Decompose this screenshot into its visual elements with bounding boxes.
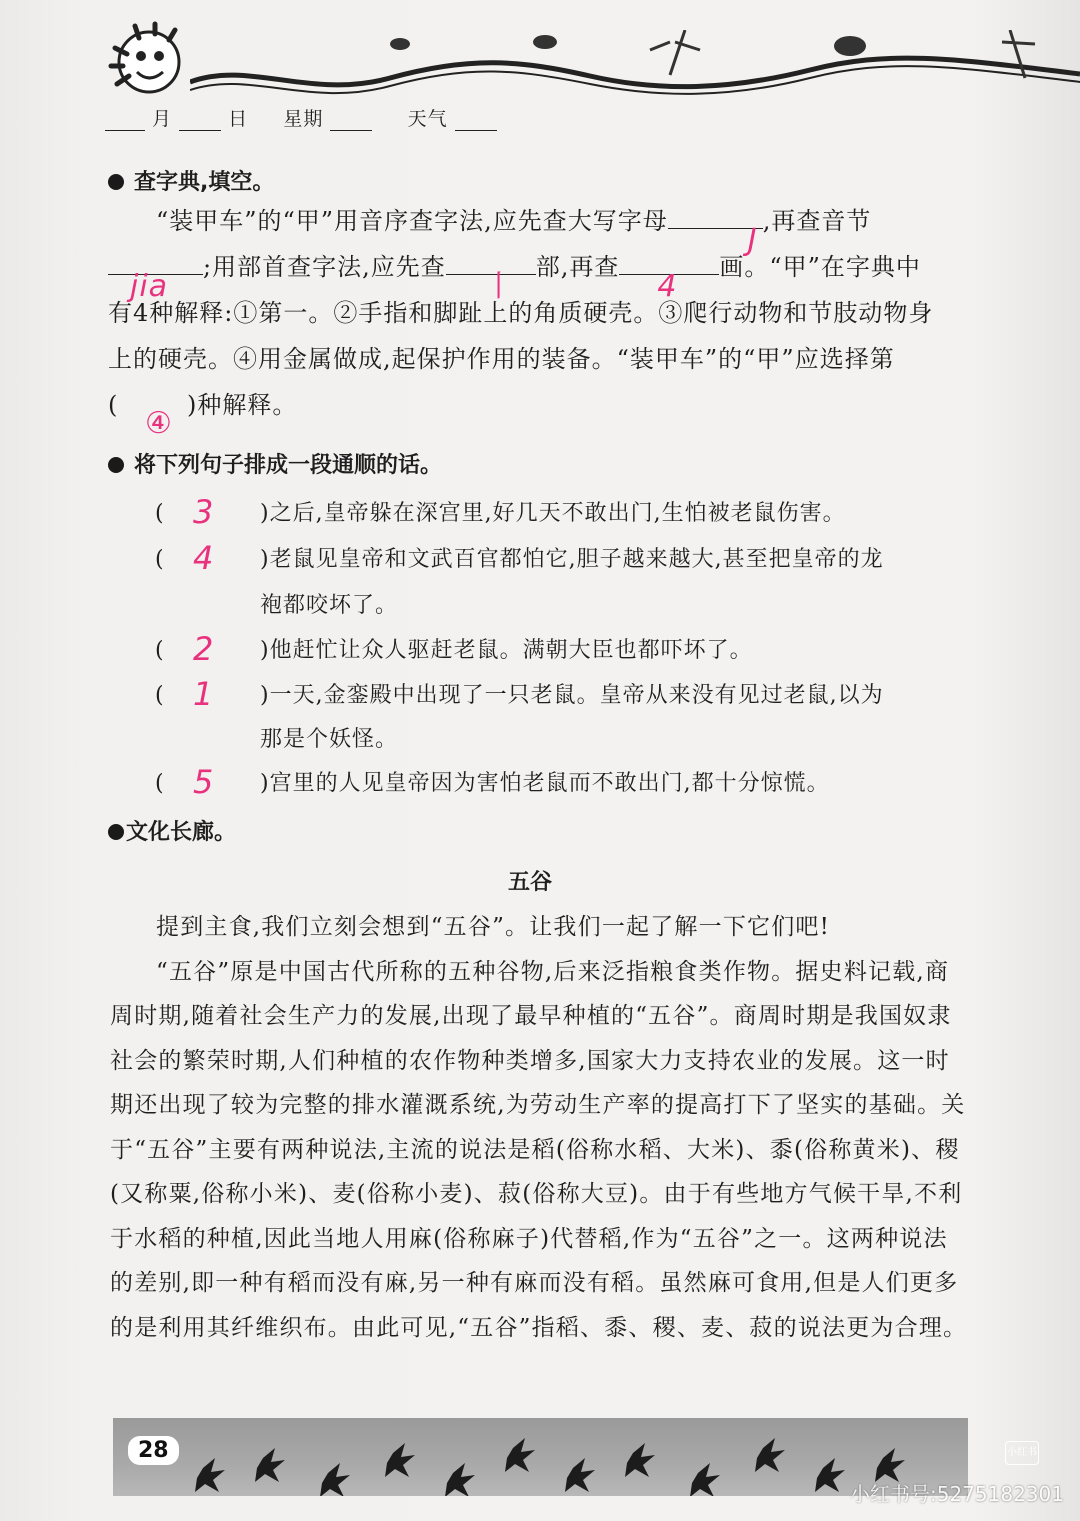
section3-title-text: 文化长廊。 [126,820,237,845]
order-item [155,630,753,668]
order-continuation: 袍都咬坏了。 [260,593,399,618]
open-paren: ( [155,638,165,663]
order-text: )之后,皇帝躲在深宫里,好几天不敢出门,生怕被老鼠伤害。 [260,501,846,526]
answer-letter: J [747,223,758,258]
open-paren: ( [155,547,165,572]
header-decoration [95,0,985,100]
article-paragraph: 提到主食,我们立刻会想到“五谷”。让我们一起了解一下它们吧! [156,914,831,940]
order-item [155,493,846,531]
article-body [110,905,970,1350]
order-paren[interactable] [155,493,260,531]
order-item [155,675,884,713]
line2-part-b: 部,再查 [535,253,620,281]
choice-open-paren: ( [108,391,119,419]
order-continuation: 那是个妖怪。 [260,727,399,752]
answer-syllable: jia [130,269,169,304]
order-paren[interactable] [155,539,260,577]
choice-close-text: )种解释。 [187,391,298,419]
answer-radical: 丨 [483,269,515,304]
day-label: 日 [228,108,249,130]
strokes-blank[interactable] [619,269,719,304]
syllable-blank[interactable] [108,269,203,304]
wave-border-icon [190,30,1080,100]
weather-blank [455,110,497,131]
order-number: 1 [193,675,215,713]
open-paren: ( [155,501,165,526]
weekday-blank [330,110,372,131]
dictionary-exercise [108,198,978,441]
section-title-culture [108,815,236,846]
answer-choice: ④ [145,406,173,441]
article-title: 五谷 [508,870,553,895]
article-paragraph: “五谷”原是中国古代所称的五种谷物,后来泛指粮食类作物。据史料记载,商周时期,随着社会生产力的发展,出现了最早种植的“五谷”。商周时期是我国奴隶社会的繁荣时期,人们种植的农作物种类增多,国家大力支持农业的发展。这一时期还出现了较为完整的排水灌溉系统,为劳动生产率的提高打下了坚实的基础。关于“五谷”主要有两种说法,主流的说法是稻(俗称水稻、大米)、黍(俗称黄米)、稷(又称粟,俗称小米)、麦(俗称小麦)、菽(俗称大豆)。由于有些地方气候干旱,不利于水稻的种植,因此当地人用麻(俗称麻子)代替稻,作为“五谷”之一。这两种说法的差别,即一种有稻而没有麻,另一种有麻而没有稻。虽然麻可食用,但是人们更多的是利用其纤维织布。由此可见,“五谷”指稻、黍、稷、麦、菽的说法更为合理。 [110,958,968,1341]
section-title-ordering [108,448,442,479]
line1-suffix: ,再查音节 [762,207,872,235]
line2-part-a: ;用部首查字法,应先查 [203,253,446,281]
order-text: )他赶忙让众人驱赶老鼠。满朝大臣也都吓坏了。 [260,638,753,663]
app-badge: 小红书 [1005,1441,1039,1465]
bullet-icon [108,824,124,840]
section1-title-text: 查字典,填空。 [134,170,275,195]
open-paren: ( [155,771,165,796]
section-title-dictionary [108,165,274,196]
month-label: 月 [152,108,173,130]
line2-part-c: 画。“甲”在字典中 [719,253,921,281]
month-blank [105,110,145,131]
weekday-label: 星期 [283,108,324,130]
weather-label: 天气 [407,108,448,130]
footer-band [113,1418,968,1496]
radical-blank[interactable] [446,269,536,304]
order-paren[interactable] [155,630,260,668]
section2-title-text: 将下列句子排成一段通顺的话。 [134,453,443,478]
order-item [155,539,884,577]
order-text: )宫里的人见皇帝因为害怕老鼠而不敢出门,都十分惊慌。 [260,771,830,796]
order-number: 3 [193,493,215,531]
order-item [155,763,830,801]
watermark: 小红书号:5275182301 [850,1482,1064,1506]
page-number: 28 [128,1436,179,1465]
order-paren[interactable] [155,675,260,713]
bullet-icon [108,174,124,190]
order-number: 2 [193,630,215,668]
order-paren[interactable] [155,763,260,801]
line4: 上的硬壳。④用金属做成,起保护作用的装备。“装甲车”的“甲”应选择第 [108,345,895,373]
line3: 有4种解释:①第一。②手指和脚趾上的角质硬壳。③爬行动物和节肢动物身 [108,299,934,327]
date-line [105,104,497,131]
day-blank [179,110,221,131]
open-paren: ( [155,683,165,708]
order-text: )一天,金銮殿中出现了一只老鼠。皇帝从来没有见过老鼠,以为 [260,683,884,708]
order-text: )老鼠见皇帝和文武百官都怕它,胆子越来越大,甚至把皇帝的龙 [260,547,884,572]
order-number: 4 [193,539,215,577]
leaf-pattern-icon [113,1418,968,1496]
answer-strokes: 4 [657,269,678,304]
smiling-sun-icon [105,18,189,102]
line1-prefix: “装甲车”的“甲”用音序查字法,应先查大写字母 [156,207,668,235]
bullet-icon [108,457,124,473]
order-number: 5 [193,763,215,801]
letter-blank[interactable] [668,223,763,258]
